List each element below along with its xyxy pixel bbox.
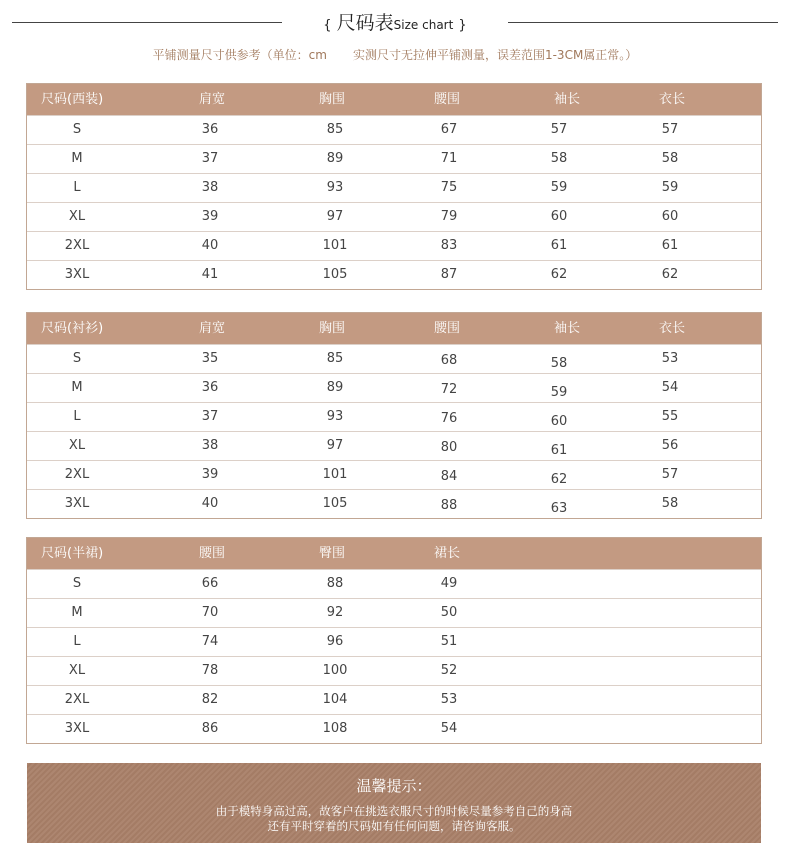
measure-cell: 53 <box>440 692 458 707</box>
measure-cell: 101 <box>322 238 348 253</box>
measure-cell: 62 <box>661 267 679 282</box>
measure-cell: 82 <box>201 692 219 707</box>
measure-cell: 58 <box>661 496 679 511</box>
measure-cell: 87 <box>440 267 458 282</box>
table-row <box>27 656 761 685</box>
size-cell: 3XL <box>64 496 90 511</box>
title-divider-left <box>12 22 282 23</box>
measure-cell: 62 <box>550 267 568 282</box>
measure-cell: 37 <box>201 409 219 424</box>
measure-cell: 60 <box>550 209 568 224</box>
measure-cell: 38 <box>201 180 219 195</box>
measure-cell: 72 <box>440 382 458 397</box>
measure-cell: 36 <box>201 122 219 137</box>
measure-cell: 104 <box>322 692 348 707</box>
measure-cell: 36 <box>201 380 219 395</box>
measure-cell: 68 <box>440 353 458 368</box>
measure-cell: 61 <box>550 238 568 253</box>
measure-cell: 55 <box>661 409 679 424</box>
measure-cell: 38 <box>201 438 219 453</box>
measure-cell: 88 <box>326 576 344 591</box>
table-row <box>27 202 761 231</box>
measure-column-header: 肩宽 <box>198 92 225 107</box>
suit-size-table <box>26 83 762 290</box>
size-cell: L <box>73 634 81 649</box>
measure-cell: 79 <box>440 209 458 224</box>
size-cell: 2XL <box>64 238 90 253</box>
table-row <box>27 685 761 714</box>
table-row <box>27 489 761 518</box>
measure-cell: 59 <box>550 385 568 400</box>
table-row <box>27 144 761 173</box>
table-row <box>27 260 761 289</box>
measure-cell: 96 <box>326 634 344 649</box>
table-header-row <box>27 84 761 115</box>
measure-cell: 66 <box>201 576 219 591</box>
measure-cell: 84 <box>440 469 458 484</box>
measure-cell: 51 <box>440 634 458 649</box>
measure-cell: 58 <box>550 356 568 371</box>
measure-cell: 61 <box>550 443 568 458</box>
measure-cell: 54 <box>661 380 679 395</box>
measure-cell: 52 <box>440 663 458 678</box>
size-chart-title-row <box>0 8 790 36</box>
size-cell: XL <box>68 438 86 453</box>
tip-line-1: 由于模特身高过高，故客户在挑选衣服尺寸的时候尽量参考自己的身高 <box>215 804 573 818</box>
measurement-note-tolerance: 实测尺寸无拉伸平铺测量，误差范围1-3CM属正常。） <box>352 48 638 62</box>
measure-column-header: 裙长 <box>433 546 460 561</box>
measure-cell: 83 <box>440 238 458 253</box>
table-row <box>27 627 761 656</box>
measurement-note-unit: 平铺测量尺寸供参考（单位：cm <box>152 48 327 62</box>
table-row <box>27 402 761 431</box>
measure-cell: 37 <box>201 151 219 166</box>
size-column-header: 尺码(衬衫) <box>41 321 104 336</box>
size-cell: M <box>71 151 83 166</box>
measure-cell: 60 <box>661 209 679 224</box>
measure-cell: 80 <box>440 440 458 455</box>
measure-cell: 41 <box>201 267 219 282</box>
size-cell: 2XL <box>64 692 90 707</box>
measure-cell: 62 <box>550 472 568 487</box>
measure-cell: 89 <box>326 151 344 166</box>
measure-cell: 54 <box>440 721 458 736</box>
title-chinese: 尺码表 <box>336 12 394 34</box>
size-cell: S <box>72 576 82 591</box>
table-row <box>27 373 761 402</box>
size-cell: 3XL <box>64 267 90 282</box>
measure-cell: 57 <box>550 122 568 137</box>
table-row <box>27 431 761 460</box>
measure-cell: 39 <box>201 209 219 224</box>
table-row <box>27 598 761 627</box>
table-header-row <box>27 313 761 344</box>
table-row <box>27 115 761 144</box>
measure-cell: 93 <box>326 180 344 195</box>
measure-column-header: 肩宽 <box>198 321 225 336</box>
measure-cell: 70 <box>201 605 219 620</box>
measure-cell: 58 <box>661 151 679 166</box>
measure-cell: 71 <box>440 151 458 166</box>
measure-column-header: 腰围 <box>433 92 460 107</box>
measure-cell: 59 <box>550 180 568 195</box>
measure-column-header: 衣长 <box>658 92 685 107</box>
measure-cell: 100 <box>322 663 348 678</box>
measure-cell: 56 <box>661 438 679 453</box>
measure-cell: 108 <box>322 721 348 736</box>
title-brace-close: } <box>458 18 467 33</box>
measure-cell: 101 <box>322 467 348 482</box>
measure-column-header: 衣长 <box>658 321 685 336</box>
shirt-size-table <box>26 312 762 519</box>
size-column-header: 尺码(半裙) <box>41 546 104 561</box>
measure-column-header: 袖长 <box>553 321 580 336</box>
tip-title: 温馨提示： <box>356 777 432 795</box>
measure-cell: 49 <box>440 576 458 591</box>
table-row <box>27 344 761 373</box>
measure-cell: 105 <box>322 496 348 511</box>
size-cell: XL <box>68 209 86 224</box>
measure-cell: 35 <box>201 351 219 366</box>
measure-cell: 39 <box>201 467 219 482</box>
table-row <box>27 569 761 598</box>
measure-cell: 57 <box>661 122 679 137</box>
size-chart-title <box>282 8 508 35</box>
table-row <box>27 231 761 260</box>
measure-column-header: 腰围 <box>198 546 225 561</box>
size-cell: M <box>71 605 83 620</box>
measure-cell: 58 <box>550 151 568 166</box>
measure-cell: 97 <box>326 209 344 224</box>
size-cell: S <box>72 122 82 137</box>
measure-cell: 97 <box>326 438 344 453</box>
size-cell: S <box>72 351 82 366</box>
title-divider-right <box>508 22 778 23</box>
measurement-note <box>0 46 790 63</box>
measure-column-header: 胸围 <box>318 321 345 336</box>
measure-column-header: 胸围 <box>318 92 345 107</box>
measure-cell: 85 <box>326 122 344 137</box>
size-cell: L <box>73 180 81 195</box>
measure-cell: 92 <box>326 605 344 620</box>
measure-column-header: 腰围 <box>433 321 460 336</box>
measure-cell: 89 <box>326 380 344 395</box>
tip-banner <box>27 763 761 843</box>
measure-cell: 76 <box>440 411 458 426</box>
tip-line-2: 还有平时穿着的尺码如有任何问题，请咨询客服。 <box>267 819 521 833</box>
size-cell: 3XL <box>64 721 90 736</box>
measure-cell: 75 <box>440 180 458 195</box>
size-column-header: 尺码(西装) <box>41 92 104 107</box>
table-row <box>27 173 761 202</box>
measure-column-header: 臀围 <box>318 546 345 561</box>
measure-cell: 57 <box>661 467 679 482</box>
measure-cell: 53 <box>661 351 679 366</box>
table-row <box>27 460 761 489</box>
measure-cell: 63 <box>550 501 568 516</box>
measure-cell: 78 <box>201 663 219 678</box>
measure-cell: 85 <box>326 351 344 366</box>
title-brace-open: { <box>323 18 332 33</box>
measure-cell: 40 <box>201 238 219 253</box>
measure-cell: 60 <box>550 414 568 429</box>
measure-cell: 40 <box>201 496 219 511</box>
skirt-size-table <box>26 537 762 744</box>
size-cell: M <box>71 380 83 395</box>
title-english: Size chart <box>393 18 454 32</box>
table-row <box>27 714 761 743</box>
measure-cell: 105 <box>322 267 348 282</box>
measure-column-header: 袖长 <box>553 92 580 107</box>
measure-cell: 61 <box>661 238 679 253</box>
measure-cell: 67 <box>440 122 458 137</box>
size-cell: L <box>73 409 81 424</box>
measure-cell: 50 <box>440 605 458 620</box>
measure-cell: 86 <box>201 721 219 736</box>
measure-cell: 74 <box>201 634 219 649</box>
table-header-row <box>27 538 761 569</box>
size-cell: 2XL <box>64 467 90 482</box>
size-cell: XL <box>68 663 86 678</box>
measure-cell: 93 <box>326 409 344 424</box>
measure-cell: 59 <box>661 180 679 195</box>
measure-cell: 88 <box>440 498 458 513</box>
